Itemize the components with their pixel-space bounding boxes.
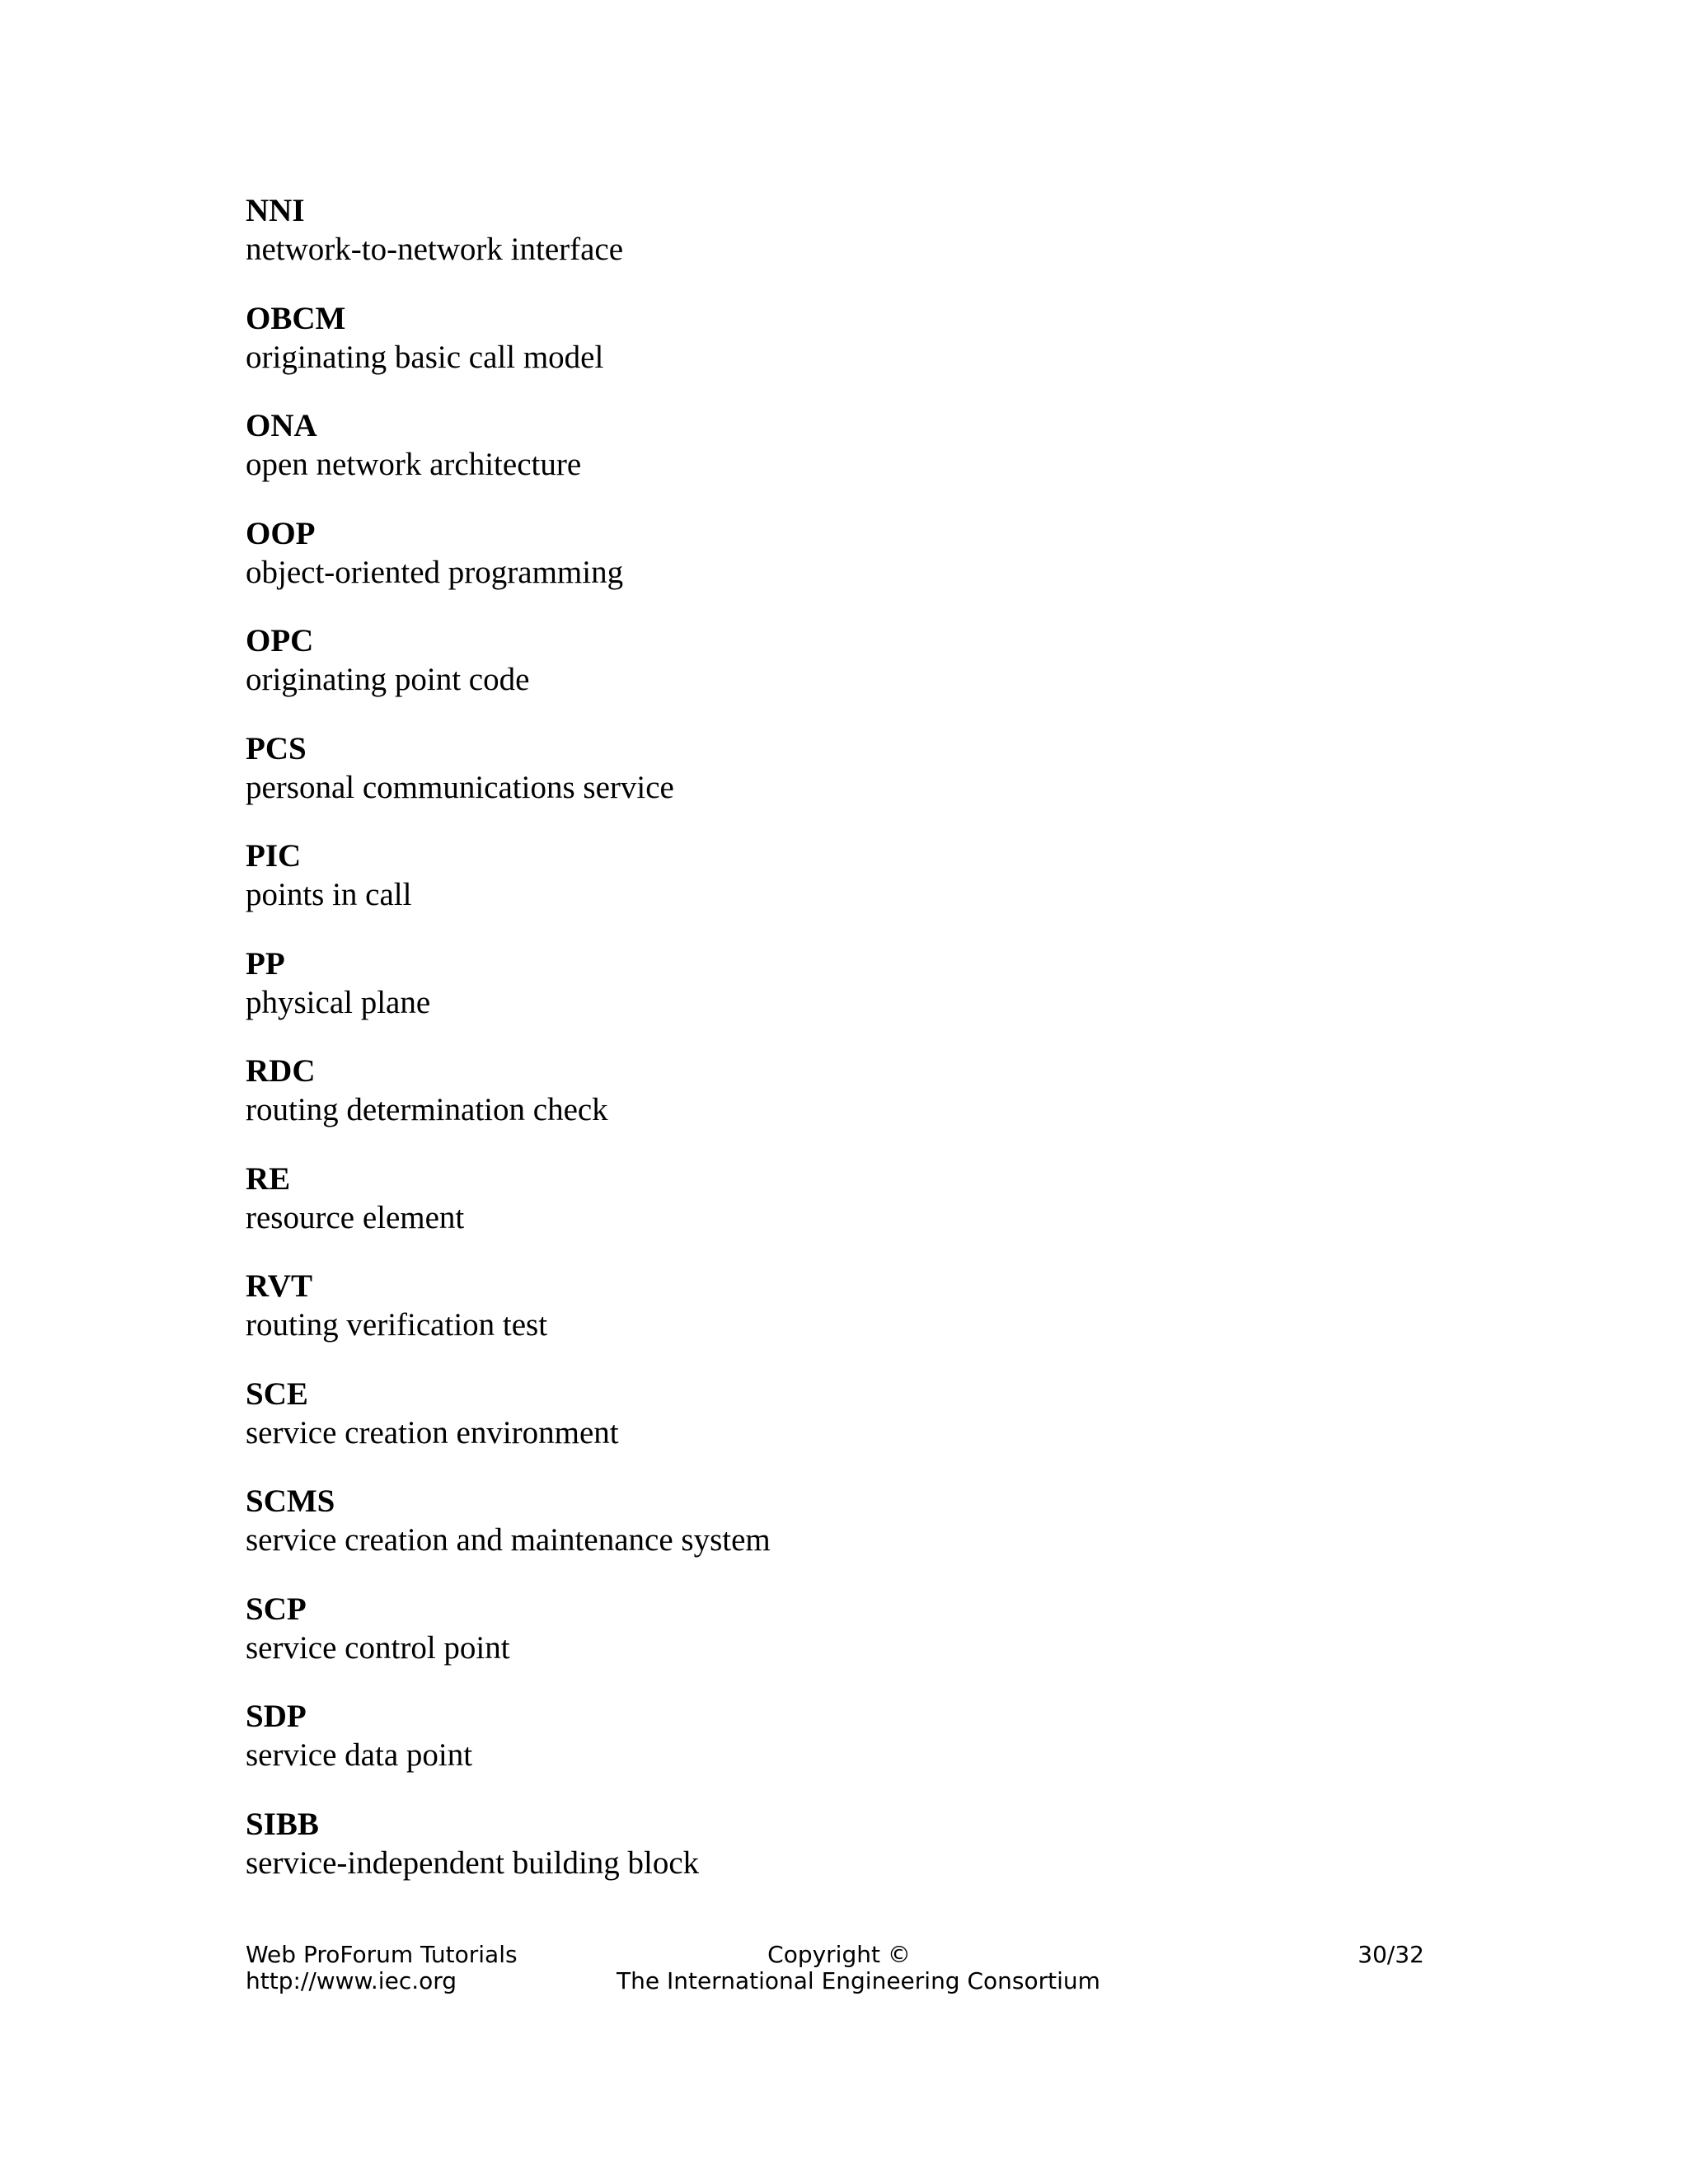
glossary-definition: service control point <box>246 1629 510 1666</box>
page-number: 30/32 <box>1357 1941 1424 1968</box>
footer-copyright-line: Copyright © <box>767 1941 911 1968</box>
glossary-entry <box>246 299 1441 407</box>
glossary-definition: service-independent building block <box>246 1844 700 1881</box>
glossary-definition: originating point code <box>246 662 530 697</box>
glossary-definition: object-oriented programming <box>246 554 624 590</box>
glossary-entry <box>246 1052 1441 1160</box>
glossary-entry <box>246 1160 1441 1268</box>
glossary-term: NNI <box>246 193 305 228</box>
glossary-definition: routing verification test <box>246 1307 548 1343</box>
glossary-term: RE <box>246 1160 291 1197</box>
glossary-entry <box>246 621 1441 729</box>
glossary-entry <box>246 514 1441 622</box>
glossary-term: RDC <box>246 1053 316 1089</box>
glossary-entry <box>246 729 1441 837</box>
glossary-definition: routing determination check <box>246 1092 608 1127</box>
glossary-term: PIC <box>246 838 302 874</box>
glossary-term: SDP <box>246 1699 307 1734</box>
glossary-term: ONA <box>246 408 317 443</box>
footer-url: http://www.iec.org <box>246 1967 457 1994</box>
footer-copyright <box>617 1941 1100 1994</box>
glossary-term: OPC <box>246 623 314 658</box>
glossary-definition: physical plane <box>246 984 431 1020</box>
glossary-entry <box>246 191 1441 299</box>
glossary-term: SCMS <box>246 1483 335 1519</box>
glossary-entry <box>246 837 1441 944</box>
glossary-entry <box>246 406 1441 514</box>
glossary-definition: service creation environment <box>246 1414 619 1451</box>
footer-source <box>246 1942 518 1994</box>
glossary-term: PP <box>246 945 285 982</box>
glossary-entry <box>246 1697 1441 1805</box>
glossary-definition: service creation and maintenance system <box>246 1522 771 1558</box>
glossary-definition: resource element <box>246 1199 465 1235</box>
glossary-definition: service data point <box>246 1737 473 1773</box>
glossary-definition: originating basic call model <box>246 339 604 375</box>
glossary-term: PCS <box>246 730 307 766</box>
glossary-entry <box>246 1590 1441 1698</box>
glossary-term: OBCM <box>246 300 346 336</box>
glossary-term: SCE <box>246 1376 308 1412</box>
glossary-definition: points in call <box>246 877 412 912</box>
glossary-entry <box>246 1267 1441 1375</box>
glossary-definition: personal communications service <box>246 769 674 805</box>
glossary-term: SIBB <box>246 1806 319 1842</box>
glossary-entry <box>246 1482 1441 1590</box>
glossary-term: OOP <box>246 515 316 551</box>
glossary-entry <box>246 1375 1441 1483</box>
footer-publication: Web ProForum Tutorials <box>246 1941 518 1968</box>
page-footer <box>246 1942 1424 2001</box>
glossary-list <box>246 191 1441 1912</box>
glossary-term: RVT <box>246 1268 312 1304</box>
glossary-entry <box>246 1805 1441 1913</box>
glossary-term: SCP <box>246 1591 307 1627</box>
glossary-definition: open network architecture <box>246 447 582 482</box>
glossary-entry <box>246 944 1441 1052</box>
footer-organization: The International Engineering Consortium <box>617 1967 1100 1994</box>
glossary-definition: network-to-network interface <box>246 232 624 267</box>
